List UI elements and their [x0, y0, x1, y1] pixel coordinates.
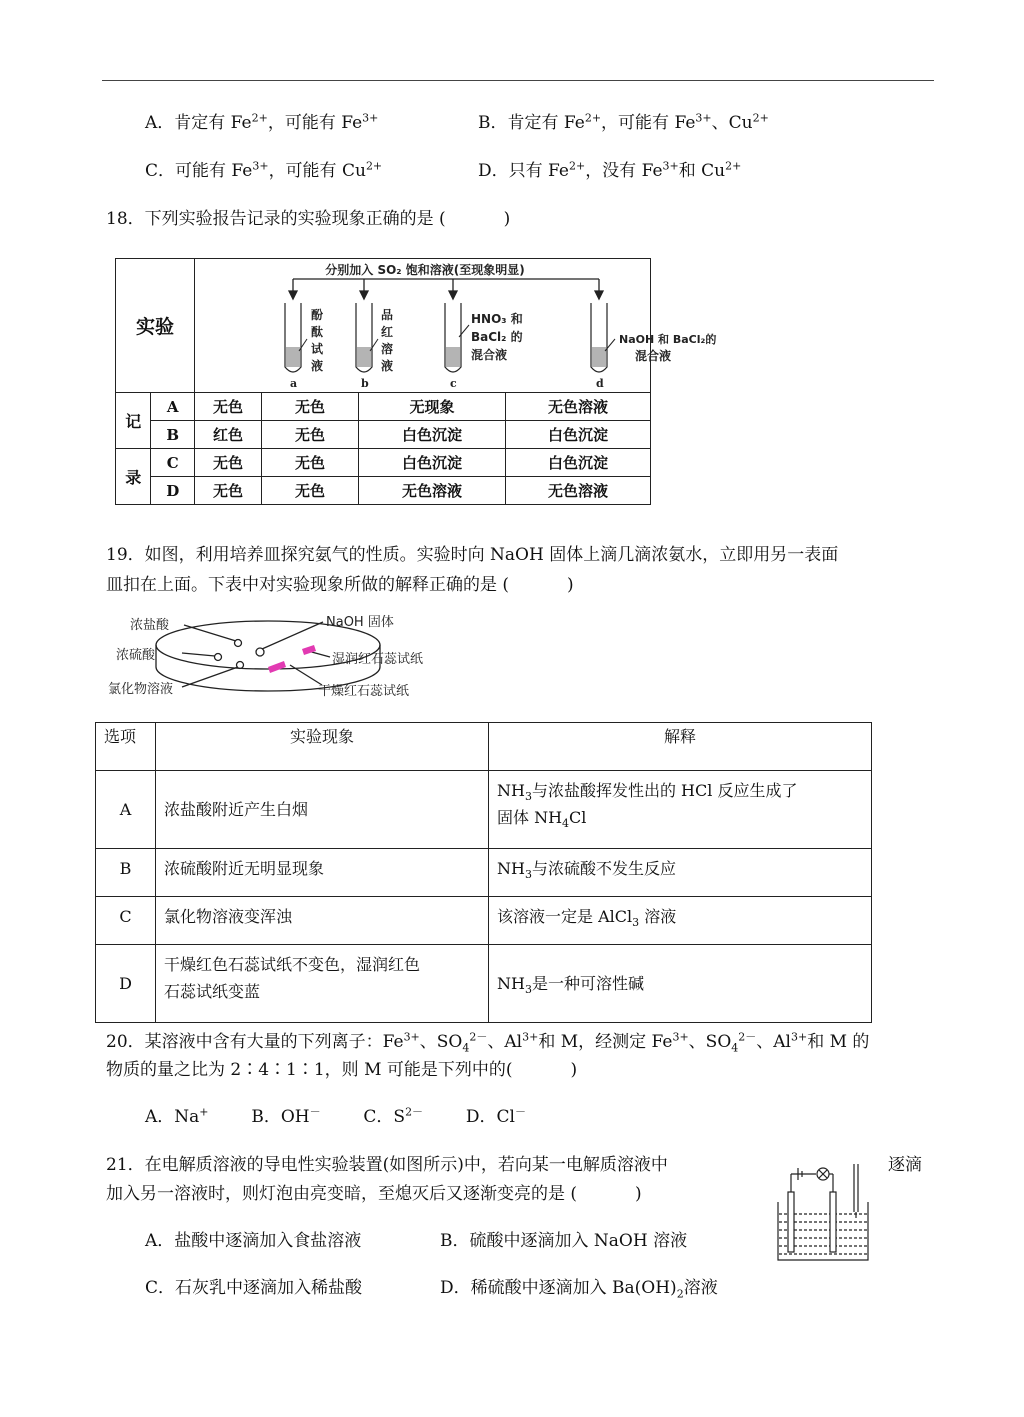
q20-line2: 物质的量之比为 2∶4∶1∶1，则 M 可能是下列中的( ) [106, 1060, 578, 1080]
q21-option-c: C．石灰乳中逐滴加入稀盐酸 [145, 1278, 363, 1298]
q19-row-a-phenomenon: 浓盐酸附近产生白烟 [156, 771, 489, 849]
q18-tube-letter-c: c [450, 377, 457, 390]
header-rule [102, 80, 934, 81]
q19-label-wet-paper: 湿润红石蕊试纸 [332, 652, 424, 667]
q18-row-b-col-d: 白色沉淀 [506, 421, 651, 449]
q19-row-c-phenomenon: 氯化物溶液变浑浊 [156, 897, 489, 945]
q18-tube-b-label-2: 红 [381, 325, 394, 339]
q18-tube-letter-b: b [361, 377, 369, 390]
q18-tube-letter-a: a [290, 377, 298, 390]
q18-tube-b-label-1: 品 [381, 308, 394, 322]
q20-line1: 20．某溶液中含有大量的下列离子：$Fe^{3+}$、$SO_4^{2-}$、$Al^{3+}$和 M，经测定 $Fe^{3+}$、$SO_4^{2-}$、$Al^{3+}$和 M 的 [106, 1030, 870, 1055]
q18-row-a-col-c: 无现象 [359, 393, 506, 421]
q18-tube-letter-d: d [596, 377, 604, 390]
q19-row-a-explanation: $NH_3$与浓盐酸挥发性出的 HCl 反应生成了 固体 $NH_4Cl$ [489, 771, 872, 849]
q19-label-dry-paper: 干燥红石蕊试纸 [318, 684, 410, 699]
q18-experiment-label: 实验 [116, 259, 195, 393]
q21-option-a: A．盐酸中逐滴加入食盐溶液 [145, 1231, 362, 1251]
q18-row-a-col-d: 无色溶液 [506, 393, 651, 421]
q18-tube-b-label-4: 液 [381, 359, 394, 373]
q18-stem: 18．下列实验报告记录的实验现象正确的是 ( ) [106, 209, 511, 229]
q21-line1: 21．在电解质溶液的导电性实验装置(如图所示)中，若向某一电解质溶液中 [106, 1155, 668, 1175]
q18-row-a-col-a: 无色 [195, 393, 262, 421]
q17-option-c: C．可能有 $Fe^{3+}$，可能有 $Cu^{2+}$ [145, 159, 383, 181]
q18-row-a-col-b: 无色 [262, 393, 359, 421]
q18-tube-a-label-2: 酞 [311, 325, 324, 339]
q18-row-c-col-a: 无色 [195, 449, 262, 477]
q18-row-d-col-c: 无色溶液 [359, 477, 506, 505]
q20-options [145, 1102, 526, 1127]
q18-tube-d-label-1: NaOH 和 BaCl₂的 [619, 333, 717, 346]
q18-row-b-col-b: 无色 [262, 421, 359, 449]
q19-stem-line1: 19．如图，利用培养皿探究氨气的性质。实验时向 NaOH 固体上滴几滴浓氨水，立即用另一表面 [106, 545, 839, 565]
q20-option-a: A．Na+ [145, 1105, 209, 1127]
q17-option-d: D．只有 $Fe^{2+}$，没有 $Fe^{3+}$和 $Cu^{2+}$ [478, 159, 742, 181]
q19-row-b-explanation: $NH_3$与浓硫酸不发生反应 [489, 849, 872, 897]
q20-option-c: C．$S^{2-}$ [363, 1105, 424, 1127]
q18-row-b-col-a: 红色 [195, 421, 262, 449]
q19-row-d-key: D [96, 945, 156, 1023]
q18-tube-b-label-3: 溶 [381, 342, 394, 356]
q19-label-h2so4: 浓硫酸 [116, 648, 156, 663]
q18-tube-c-label-3: 混合液 [471, 348, 508, 362]
q18-row-d-col-a: 无色 [195, 477, 262, 505]
q19-label-naoh: NaOH 固体 [326, 615, 394, 630]
q19-row-b-key: B [96, 849, 156, 897]
q18-figure-cell [195, 259, 717, 393]
q18-row-c-key: C [151, 449, 195, 477]
q18-record-label-top: 记 [116, 393, 151, 449]
q21-line2: 加入另一溶液时，则灯泡由亮变暗，至熄灭后又逐渐变亮的是 ( ) [106, 1184, 642, 1204]
q19-petri-dish-figure [100, 605, 460, 705]
q18-row-d-key: D [151, 477, 195, 505]
q18-row-b-col-c: 白色沉淀 [359, 421, 506, 449]
q18-tube-c-label-1: HNO₃ 和 [471, 312, 523, 326]
q19-row-d-phenomenon: 干燥红色石蕊试纸不变色，湿润红色 石蕊试纸变蓝 [156, 945, 489, 1023]
q18-row-a-key: A [151, 393, 195, 421]
q18-tube-a-label-3: 试 [311, 342, 324, 356]
q21-line1-tail: 逐滴 [888, 1155, 922, 1175]
q19-row-a-key: A [96, 771, 156, 849]
q21-conductivity-apparatus-figure [772, 1162, 878, 1264]
q18-row-d-col-b: 无色 [262, 477, 359, 505]
q19-header-option: 选项 [96, 723, 156, 771]
q18-row-b-key: B [151, 421, 195, 449]
q18-tube-d-label-2: 混合液 [635, 349, 672, 363]
q18-record-label-bottom: 录 [116, 449, 151, 505]
q18-tube-a-label-4: 液 [311, 359, 324, 373]
q18-tube-a-label-1: 酚 [311, 308, 324, 322]
q21-option-d: D．稀硫酸中逐滴加入 $Ba(OH)_2$溶液 [440, 1278, 718, 1301]
q19-header-explanation: 解释 [489, 723, 872, 771]
q18-test-tubes-figure [195, 259, 717, 393]
q18-row-c-col-b: 无色 [262, 449, 359, 477]
q18-row-c-col-d: 白色沉淀 [506, 449, 651, 477]
q20-option-d: D．Cl－ [465, 1105, 526, 1127]
q20-option-b: B．OH－ [251, 1105, 321, 1127]
q17-option-a: A．肯定有 $Fe^{2+}$，可能有 $Fe^{3+}$ [145, 111, 379, 133]
q19-table [95, 722, 872, 1023]
q18-tube-c-label-2: BaCl₂ 的 [471, 330, 523, 344]
q19-header-phenomenon: 实验现象 [156, 723, 489, 771]
q19-label-chloride: 氯化物溶液 [108, 682, 174, 697]
q19-row-c-explanation: 该溶液一定是 AlCl$_3$ 溶液 [489, 897, 872, 945]
q21-option-b: B．硫酸中逐滴加入 NaOH 溶液 [440, 1231, 688, 1251]
q18-table [115, 258, 717, 505]
q19-row-d-explanation: $NH_3$是一种可溶性碱 [489, 945, 872, 1023]
q19-stem-line2: 皿扣在上面。下表中对实验现象所做的解释正确的是 ( ) [106, 575, 574, 595]
q18-row-d-col-d: 无色溶液 [506, 477, 651, 505]
q18-top-label: 分别加入 SO₂ 饱和溶液(至现象明显) [325, 263, 525, 277]
q19-row-b-phenomenon: 浓硫酸附近无明显现象 [156, 849, 489, 897]
q19-label-hcl: 浓盐酸 [130, 618, 170, 633]
q18-row-c-col-c: 白色沉淀 [359, 449, 506, 477]
q19-row-c-key: C [96, 897, 156, 945]
q17-option-b: B．肯定有 $Fe^{2+}$，可能有 $Fe^{3+}$、$Cu^{2+}$ [478, 111, 769, 133]
